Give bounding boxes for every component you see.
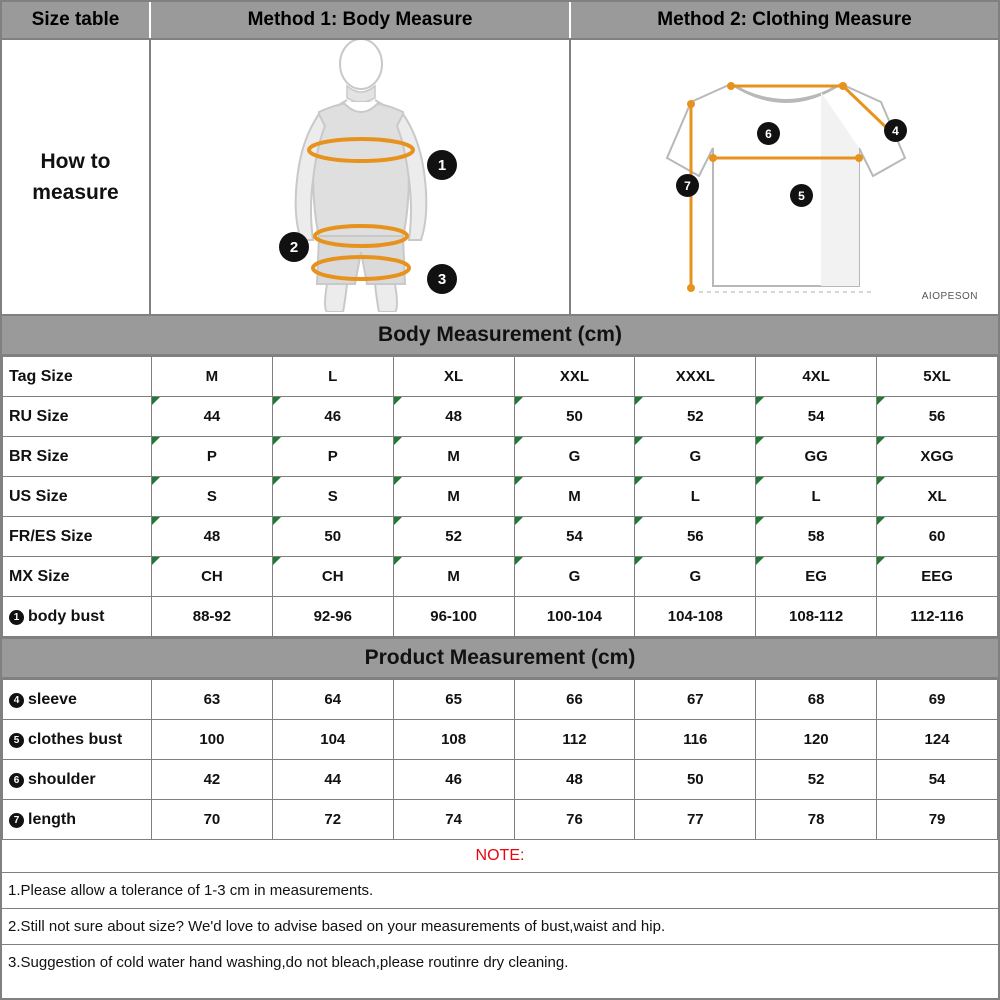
cell: 76 — [514, 800, 635, 840]
cell: 92-96 — [272, 597, 393, 637]
marker-5-icon: 5 — [9, 733, 24, 748]
badge-sleeve: 4 — [884, 119, 907, 142]
table-row — [3, 720, 998, 760]
cell: 52 — [635, 397, 756, 437]
cell: 44 — [152, 397, 273, 437]
cell: CH — [272, 557, 393, 597]
cell: 50 — [272, 517, 393, 557]
section-title-product: Product Measurement (cm) — [2, 637, 998, 679]
body-measurement-table — [2, 356, 998, 637]
cell: 96-100 — [393, 597, 514, 637]
marker-1-icon: 1 — [9, 610, 24, 625]
cell: G — [635, 557, 756, 597]
cell: 78 — [756, 800, 877, 840]
table-row — [3, 680, 998, 720]
cell: 58 — [756, 517, 877, 557]
cell: EEG — [877, 557, 998, 597]
cell: 66 — [514, 680, 635, 720]
badge-body-bust: 1 — [427, 150, 457, 180]
cell: 42 — [152, 760, 273, 800]
row-label-sleeve — [3, 680, 152, 720]
cell: 108-112 — [756, 597, 877, 637]
cell: XL — [877, 477, 998, 517]
how-to-line-2: measure — [32, 181, 119, 204]
cell: S — [152, 477, 273, 517]
cell: 52 — [393, 517, 514, 557]
cell: 68 — [756, 680, 877, 720]
table-row — [3, 477, 998, 517]
cell: G — [514, 557, 635, 597]
badge-clothes-bust: 5 — [790, 184, 813, 207]
badge-shoulder: 6 — [757, 122, 780, 145]
body-measure-illustration — [151, 40, 571, 314]
cell: 48 — [152, 517, 273, 557]
table-row — [3, 437, 998, 477]
cell: 116 — [635, 720, 756, 760]
row-label-length — [3, 800, 152, 840]
cell: 79 — [877, 800, 998, 840]
cell: 104-108 — [635, 597, 756, 637]
col-head-xxl: XXL — [514, 357, 635, 397]
cell: 60 — [877, 517, 998, 557]
cell: 108 — [393, 720, 514, 760]
product-measurement-table — [2, 679, 998, 840]
badge-body-waist: 2 — [279, 232, 309, 262]
badge-length: 7 — [676, 174, 699, 197]
section-title-body: Body Measurement (cm) — [2, 316, 998, 356]
row-label-text: length — [28, 810, 76, 828]
table-row — [3, 557, 998, 597]
cell: 64 — [272, 680, 393, 720]
col-head-tag-size: Tag Size — [3, 357, 152, 397]
cell: EG — [756, 557, 877, 597]
table-header-row — [3, 357, 998, 397]
table-row — [3, 760, 998, 800]
notes-block — [2, 840, 998, 980]
row-label-br-size: BR Size — [3, 437, 152, 477]
cell: 63 — [152, 680, 273, 720]
cell: G — [635, 437, 756, 477]
row-label-text: clothes bust — [28, 730, 123, 748]
cell: M — [514, 477, 635, 517]
marker-4-icon: 4 — [9, 693, 24, 708]
cell: 46 — [393, 760, 514, 800]
cell: 88-92 — [152, 597, 273, 637]
cell: G — [514, 437, 635, 477]
cell: 56 — [635, 517, 756, 557]
tshirt-figure-svg — [571, 40, 998, 312]
cell: XGG — [877, 437, 998, 477]
note-line-2: 2.Still not sure about size? We'd love to advise based on your measurements of bust,waist and hip. — [2, 909, 998, 945]
cell: 48 — [514, 760, 635, 800]
how-to-measure-cell — [2, 40, 151, 314]
col-head-5xl: 5XL — [877, 357, 998, 397]
notes-title: NOTE: — [2, 840, 998, 873]
table-row — [3, 517, 998, 557]
cell: L — [756, 477, 877, 517]
marker-6-icon: 6 — [9, 773, 24, 788]
note-line-3: 3.Suggestion of cold water hand washing,do not bleach,please routinre dry cleaning. — [8, 954, 569, 971]
cell: 69 — [877, 680, 998, 720]
cell: L — [635, 477, 756, 517]
cell: M — [393, 437, 514, 477]
marker-7-icon: 7 — [9, 813, 24, 828]
col-head-m: M — [152, 357, 273, 397]
cell: 54 — [756, 397, 877, 437]
illustration-row — [2, 40, 998, 316]
note-line-1: 1.Please allow a tolerance of 1-3 cm in measurements. — [2, 873, 998, 909]
brand-watermark: AIOPESON — [921, 291, 978, 302]
cell: 44 — [272, 760, 393, 800]
row-label-text: body bust — [28, 607, 105, 625]
cell: 50 — [635, 760, 756, 800]
cell: 120 — [756, 720, 877, 760]
table-row — [3, 397, 998, 437]
body-figure-svg — [151, 40, 571, 312]
col-head-4xl: 4XL — [756, 357, 877, 397]
chart-header-row — [2, 2, 998, 40]
row-label-shoulder — [3, 760, 152, 800]
cell: CH — [152, 557, 273, 597]
how-to-line-1: How to — [40, 149, 111, 173]
cell: 124 — [877, 720, 998, 760]
row-label-text: shoulder — [28, 770, 96, 788]
cell: S — [272, 477, 393, 517]
cell: 54 — [877, 760, 998, 800]
col-head-xl: XL — [393, 357, 514, 397]
row-label-mx-size: MX Size — [3, 557, 152, 597]
cell: 104 — [272, 720, 393, 760]
cell: GG — [756, 437, 877, 477]
cell: 46 — [272, 397, 393, 437]
cell: 74 — [393, 800, 514, 840]
cell: 112-116 — [877, 597, 998, 637]
header-method-2: Method 2: Clothing Measure — [571, 2, 998, 38]
cell: 70 — [152, 800, 273, 840]
row-label-body-bust — [3, 597, 152, 637]
row-label-clothes-bust — [3, 720, 152, 760]
row-label-text: sleeve — [28, 690, 77, 708]
cell: 48 — [393, 397, 514, 437]
cell: 52 — [756, 760, 877, 800]
cell: M — [393, 557, 514, 597]
badge-body-hip: 3 — [427, 264, 457, 294]
header-size-table: Size table — [2, 2, 151, 38]
cell: 54 — [514, 517, 635, 557]
cell: 100-104 — [514, 597, 635, 637]
cell: 100 — [152, 720, 273, 760]
row-label-ru-size: RU Size — [3, 397, 152, 437]
cell: 72 — [272, 800, 393, 840]
table-row — [3, 800, 998, 840]
cell: 67 — [635, 680, 756, 720]
cell: 77 — [635, 800, 756, 840]
cell: P — [272, 437, 393, 477]
row-label-us-size: US Size — [3, 477, 152, 517]
col-head-xxxl: XXXL — [635, 357, 756, 397]
cell: 65 — [393, 680, 514, 720]
cell: 56 — [877, 397, 998, 437]
cell: M — [393, 477, 514, 517]
cell: 112 — [514, 720, 635, 760]
row-label-fr-es-size: FR/ES Size — [3, 517, 152, 557]
cell: P — [152, 437, 273, 477]
col-head-l: L — [272, 357, 393, 397]
cell: 50 — [514, 397, 635, 437]
table-row — [3, 597, 998, 637]
header-method-1: Method 1: Body Measure — [151, 2, 571, 38]
clothing-measure-illustration — [571, 40, 998, 314]
